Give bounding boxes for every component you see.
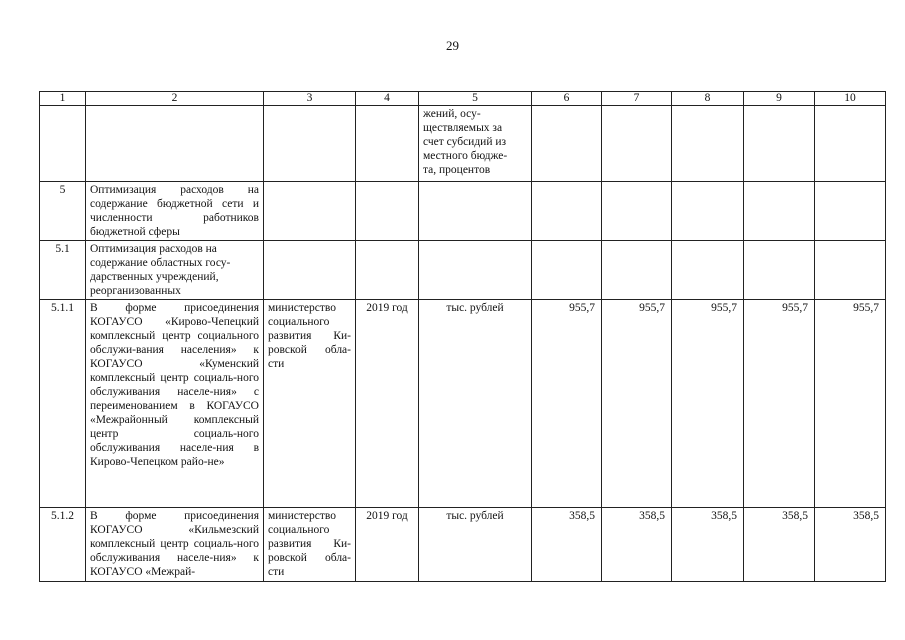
item-term: 2019 год [356,300,419,508]
column-number: 10 [815,92,886,106]
item-executor: министерство социального развития Ки-ровской обла-сти [264,508,356,582]
item-unit [419,241,532,300]
value-cell: 358,5 [602,508,672,582]
item-name: Оптимизация расходов на содержание бюджетной сети и численности работников бюджетной сферы [86,182,264,241]
item-number: 5.1 [40,241,86,300]
table-row [40,300,886,508]
column-number: 9 [744,92,815,106]
value-cell: 358,5 [532,508,602,582]
item-unit: тыс. рублей [419,300,532,508]
item-number: 5.1.1 [40,300,86,508]
column-number: 3 [264,92,356,106]
value-cell [602,182,672,241]
item-executor: министерство социального развития Ки-ровской обла-сти [264,300,356,508]
item-executor [264,182,356,241]
value-cell: 955,7 [532,300,602,508]
value-cell [815,241,886,300]
value-cell: 358,5 [744,508,815,582]
value-cell: 358,5 [672,508,744,582]
column-number: 8 [672,92,744,106]
column-number: 4 [356,92,419,106]
value-cell [744,182,815,241]
value-cell: 955,7 [815,300,886,508]
value-cell [672,182,744,241]
column-number: 5 [419,92,532,106]
column-number-row [40,92,886,106]
value-cell: 955,7 [672,300,744,508]
value-cell [744,241,815,300]
item-term [356,182,419,241]
value-cell [532,182,602,241]
table-row-continuation [40,106,886,182]
value-cell: 955,7 [744,300,815,508]
item-name: В форме присоединения КОГАУСО «Кирово-Чепецкий комплексный центр социального обслужи-вания населения» к КОГАУСО «Куменский комплексный центр социаль-ного обслуживания населе-ния» с переименованием в КОГАУСО «Межрайонный комплексный центр социаль-ного обслуживания населе-ния в Кирово-Чепецком райо-не» [86,300,264,508]
item-number: 5 [40,182,86,241]
value-cell [815,182,886,241]
value-cell [672,241,744,300]
column-number: 2 [86,92,264,106]
table-row [40,241,886,300]
table-row [40,182,886,241]
program-table [39,91,886,582]
item-executor [264,241,356,300]
table-row [40,508,886,582]
item-name: Оптимизация расходов на содержание областных госу-дарственных учреждений, реорганизованных [86,241,264,300]
item-unit [419,182,532,241]
item-number: 5.1.2 [40,508,86,582]
value-cell: 358,5 [815,508,886,582]
indicator-text-continuation: жений, осу- ществляемых за счет субсидий из местного бюдже- та, процентов [419,106,532,182]
value-cell: 955,7 [602,300,672,508]
item-name: В форме присоединения КОГАУСО «Кильмезский комплексный центр социаль-ного обслуживания населе-ния» к КОГАУСО «Межрай- [86,508,264,582]
item-unit: тыс. рублей [419,508,532,582]
page-number: 29 [446,38,459,53]
item-term: 2019 год [356,508,419,582]
item-term [356,241,419,300]
value-cell [532,241,602,300]
column-number: 7 [602,92,672,106]
column-number: 6 [532,92,602,106]
value-cell [602,241,672,300]
column-number: 1 [40,92,86,106]
